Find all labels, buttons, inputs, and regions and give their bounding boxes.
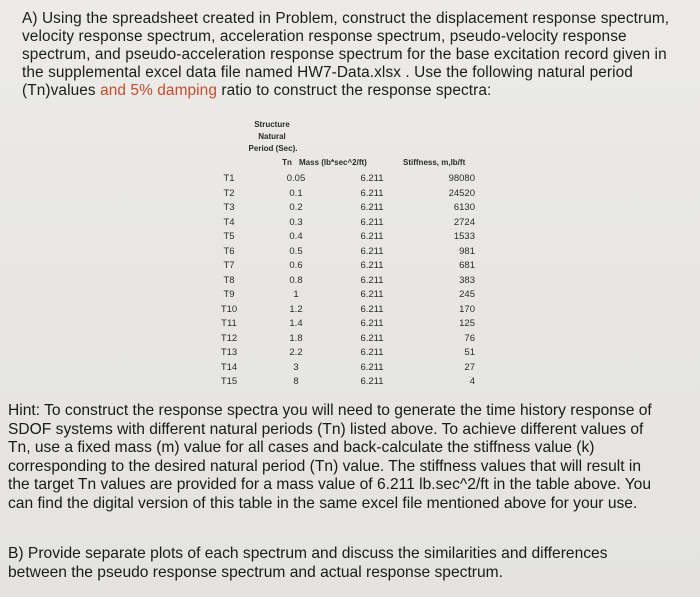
table-header-structure: Structure: [254, 120, 290, 129]
mass-value: 6.211: [360, 289, 384, 300]
mass-value: 6.211: [360, 318, 384, 329]
period-label: T2: [223, 187, 235, 199]
period-label: T11: [221, 318, 237, 329]
part-b-question: [8, 545, 693, 582]
table-row: [205, 188, 495, 202]
period-value: 2.2: [289, 347, 303, 358]
mass-value: 6.211: [360, 202, 384, 213]
period-label: T8: [223, 274, 235, 286]
period-value: 0.4: [289, 231, 303, 242]
period-label: T6: [223, 245, 235, 257]
table-row: [205, 202, 495, 216]
stiffness-value: 76: [464, 332, 475, 344]
mass-value: 6.211: [360, 173, 384, 184]
mass-value: 6.211: [360, 245, 384, 257]
period-label: T10: [220, 303, 238, 315]
period-value: 0.1: [289, 187, 303, 199]
column-header-mass: Mass (lb*sec^2/ft): [299, 158, 367, 167]
period-value: 1: [293, 289, 299, 300]
mass-value: 6.211: [360, 332, 384, 344]
period-label: T3: [223, 202, 235, 213]
column-header-tn: Tn: [282, 158, 292, 167]
period-label: T15: [220, 376, 238, 387]
damping-highlight: and 5% damping: [100, 82, 217, 99]
stiffness-value: 383: [459, 274, 475, 286]
part-a-question: [22, 10, 687, 100]
period-label: T14: [220, 361, 238, 373]
mass-value: 6.211: [360, 347, 384, 358]
period-value: 1.8: [289, 332, 303, 344]
hint-line: can find the digital version of this table in the same excel file mentioned above for your use.: [8, 494, 638, 512]
period-value: 0.6: [289, 260, 303, 271]
part-a-line: A) Using the spreadsheet created in Problem, construct the displacement response spectrum,: [22, 10, 670, 27]
part-a-line: spectrum, and pseudo-acceleration response spectrum for the base excitation record given in: [22, 46, 667, 63]
table-row: [205, 333, 495, 347]
table-row: [205, 376, 495, 390]
period-value: 0.3: [289, 216, 303, 228]
hint-line: corresponding to the desired natural period (Tn) value. The stiffness values that will result in: [8, 457, 642, 475]
period-label: T7: [223, 260, 235, 271]
period-label: T12: [220, 332, 238, 344]
table-header-natural: Natural: [258, 132, 286, 141]
period-value: 0.5: [289, 245, 303, 257]
table-row: [205, 275, 495, 289]
part-a-line: velocity response spectrum, acceleration response spectrum, pseudo-velocity response: [22, 28, 627, 45]
period-value: 1.2: [289, 303, 303, 315]
period-value: 0.8: [289, 274, 303, 286]
part-a-line5-start: (Tn)values: [22, 82, 101, 99]
stiffness-value: 1533: [453, 231, 475, 242]
hint-line: the target Tn values are provided for a mass value of 6.211 lb.sec^2/ft in the table above. You: [8, 476, 652, 493]
stiffness-value: 245: [459, 289, 475, 300]
table-row: [205, 260, 495, 274]
part-a-line5-end: ratio to construct the response spectra:: [217, 82, 492, 99]
table-row: [205, 231, 495, 245]
period-value: 3: [293, 361, 299, 373]
stiffness-value: 51: [464, 347, 475, 358]
period-value: 0.05: [286, 173, 306, 184]
part-b-line: between the pseudo response spectrum and actual response spectrum.: [8, 563, 503, 581]
mass-value: 6.211: [360, 187, 384, 199]
stiffness-value: 6130: [453, 202, 475, 213]
table-row: [205, 362, 495, 376]
mass-value: 6.211: [360, 361, 384, 373]
stiffness-value: 125: [459, 318, 475, 329]
part-a-line: the supplemental excel data file named HW7-Data.xlsx . Use the following natural period: [22, 64, 633, 81]
period-value: 0.2: [289, 202, 303, 213]
column-header-stiffness: Stiffness, m,lb/ft: [403, 158, 466, 167]
hint-line: Hint: To construct the response spectra you will need to generate the time history response of: [8, 402, 652, 419]
period-label: T4: [223, 216, 235, 228]
stiffness-value: 2724: [453, 216, 475, 228]
period-label: T13: [220, 347, 238, 358]
hint-line: SDOF systems with different natural periods (Tn) listed above. To achieve different values of: [8, 420, 644, 438]
part-b-line: B) Provide separate plots of each spectrum and discuss the similarities and differences: [8, 545, 608, 562]
period-value: 1.4: [289, 318, 303, 329]
mass-value: 6.211: [360, 231, 384, 242]
table-row: [205, 304, 495, 318]
period-label: T5: [223, 231, 235, 242]
stiffness-value: 981: [459, 245, 475, 257]
part-a-line: [22, 82, 687, 100]
table-header-period: Period (Sec).: [248, 144, 298, 153]
hint-paragraph: [8, 402, 693, 513]
mass-value: 6.211: [360, 274, 384, 286]
table-row: [205, 289, 495, 303]
table-row: [205, 217, 495, 231]
table-row: [205, 173, 495, 187]
period-stiffness-table: [205, 120, 495, 395]
stiffness-value: 98080: [448, 173, 475, 184]
mass-value: 6.211: [360, 216, 384, 228]
stiffness-value: 4: [469, 376, 475, 387]
stiffness-value: 681: [459, 260, 475, 271]
period-value: 8: [293, 376, 299, 387]
table-row: [205, 347, 495, 361]
period-label: T9: [223, 289, 235, 300]
period-label: T1: [223, 173, 235, 184]
stiffness-value: 27: [464, 361, 475, 373]
hint-line: Tn, use a fixed mass (m) value for all cases and back-calculate the stiffness value (k): [8, 439, 595, 456]
mass-value: 6.211: [360, 303, 384, 315]
table-row: [205, 318, 495, 332]
mass-value: 6.211: [360, 260, 384, 271]
stiffness-value: 24520: [448, 187, 475, 199]
stiffness-value: 170: [459, 303, 475, 315]
mass-value: 6.211: [360, 376, 384, 387]
table-row: [205, 246, 495, 260]
